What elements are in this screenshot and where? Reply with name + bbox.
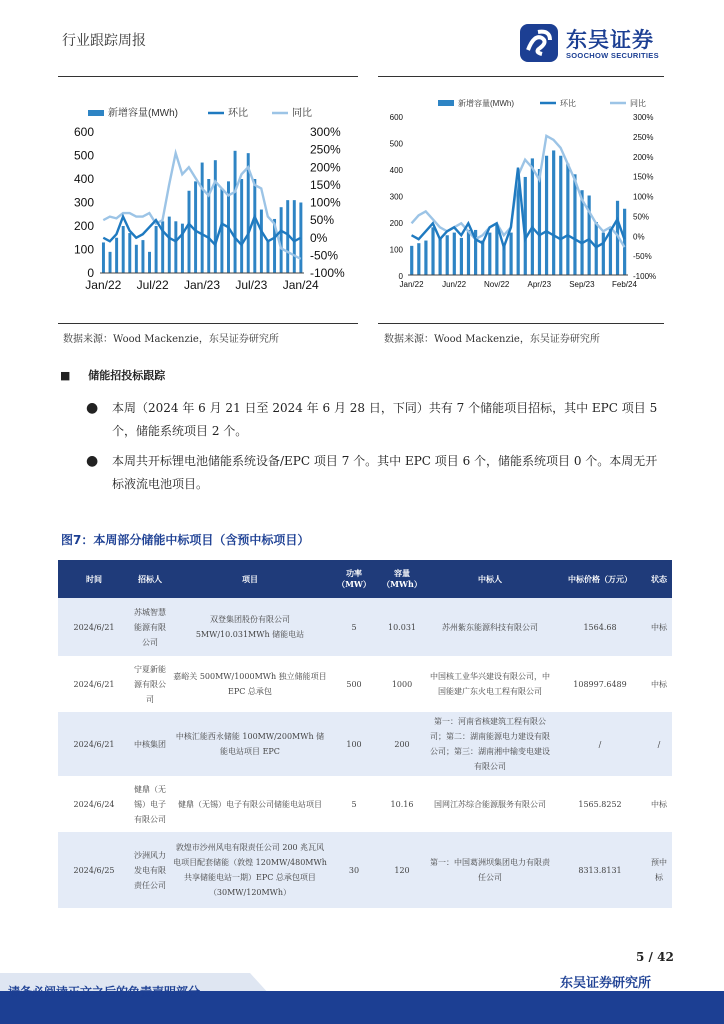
- legend-label: 环比: [228, 108, 248, 119]
- bar: [266, 240, 269, 273]
- bar: [188, 191, 191, 273]
- bullet-dot-2: ●: [86, 453, 99, 469]
- y-left-tick-label: 300: [389, 192, 403, 202]
- table-row: [58, 656, 672, 712]
- bullet-text-2: 本周共开标锂电池储能系统设备/EPC 项目 7 个。其中 EPC 项目 6 个，储能系统项目 0 个。本周无开标液流电池项目。: [112, 454, 658, 491]
- page-number: 5 / 42: [636, 950, 674, 964]
- section-title: 储能招投标跟踪: [88, 369, 166, 382]
- col-header: 中标人: [426, 560, 554, 598]
- y-right-tick-label: -50%: [633, 252, 652, 262]
- cell: 2024/6/24: [58, 776, 130, 832]
- col-header: 项目: [170, 560, 330, 598]
- legend-label: 新增容量(MWh): [108, 108, 178, 119]
- col-header: 容量（MWh）: [378, 560, 426, 598]
- y-left-tick-label: 400: [73, 172, 94, 186]
- y-right-tick-label: 50%: [633, 212, 650, 222]
- table-row: [58, 598, 672, 656]
- y-left-tick-label: 0: [87, 266, 94, 280]
- bullet-dot-1: ●: [86, 400, 99, 416]
- x-tick-label: Jul/22: [136, 278, 169, 292]
- cell: 10.031: [378, 598, 426, 656]
- logo-text-en: SOOCHOW SECURITIES: [566, 51, 659, 60]
- bar: [234, 151, 237, 273]
- y-left-tick-label: 100: [389, 245, 403, 255]
- cell: 健鼎（无锡）电子有限公司: [130, 776, 170, 832]
- bid-table: [58, 560, 672, 908]
- cell: 1000: [378, 656, 426, 712]
- bar: [446, 235, 449, 275]
- y-right-tick-label: 0%: [633, 232, 645, 242]
- table-row: [58, 712, 672, 776]
- cell: 沙洲风力发电有限责任公司: [130, 832, 170, 908]
- bar: [201, 163, 204, 273]
- bar: [214, 160, 217, 273]
- cell: 500: [330, 656, 378, 712]
- cell: 30: [330, 832, 378, 908]
- left-chart: [60, 92, 360, 302]
- y-left-tick-label: 600: [389, 113, 403, 122]
- cell: 5: [330, 598, 378, 656]
- x-tick-label: Feb/24: [611, 280, 637, 289]
- cell: 第一：中国葛洲坝集团电力有限责任公司: [426, 832, 554, 908]
- right-chart-source: 数据来源：Wood Mackenzie，东吴证券研究所: [384, 334, 600, 345]
- bar: [240, 179, 243, 273]
- y-right-tick-label: -100%: [633, 272, 657, 281]
- bar: [148, 252, 151, 273]
- y-left-tick-label: 600: [73, 125, 94, 139]
- bar: [531, 158, 534, 275]
- bar: [410, 246, 413, 275]
- section-heading: [60, 367, 165, 383]
- y-left-tick-label: 200: [389, 219, 403, 228]
- y-right-tick-label: 200%: [310, 160, 341, 175]
- y-left-tick-label: 400: [389, 166, 403, 175]
- bar: [552, 150, 555, 275]
- right-chart: [378, 92, 668, 302]
- left-chart-source: 数据来源：Wood Mackenzie，东吴证券研究所: [63, 334, 279, 345]
- disclaimer-text: 请务必阅读正文之后的免责声明部分: [8, 985, 201, 999]
- bar: [293, 200, 296, 273]
- y-left-tick-label: 200: [73, 219, 94, 233]
- bar: [495, 225, 498, 275]
- cell: 中标: [646, 656, 672, 712]
- company-logo: [520, 24, 680, 64]
- bar: [417, 243, 420, 275]
- legend-swatch-capacity: [88, 110, 104, 116]
- bar: [467, 230, 470, 275]
- section-bullet: ■: [60, 369, 71, 382]
- legend-swatch-capacity: [438, 100, 454, 106]
- y-left-tick-label: 500: [389, 139, 403, 149]
- left-chart-bottom-rule: [58, 323, 358, 324]
- logo-mark-icon: [520, 24, 560, 62]
- cell: 宁夏新能源有限公司: [130, 656, 170, 712]
- figure-title: 图7：本周部分储能中标项目（含预中标项目）: [61, 533, 310, 547]
- right-chart-bottom-rule: [378, 323, 664, 324]
- col-header: 状态: [646, 560, 672, 598]
- y-left-tick-label: 0: [398, 272, 403, 281]
- y-right-tick-label: 250%: [310, 142, 341, 157]
- y-right-tick-label: 300%: [310, 125, 341, 139]
- cell: 中核集团: [130, 712, 170, 776]
- bar: [595, 222, 598, 275]
- cell: 1565.8252: [554, 776, 646, 832]
- bar: [135, 245, 138, 273]
- cell: 5: [330, 776, 378, 832]
- bar: [260, 210, 263, 273]
- y-right-tick-label: -50%: [310, 248, 339, 263]
- y-right-tick-label: 250%: [633, 132, 654, 142]
- bar: [174, 221, 177, 273]
- bar: [253, 179, 256, 273]
- bar: [102, 242, 105, 273]
- y-right-tick-label: -100%: [310, 266, 345, 280]
- bar: [545, 156, 548, 275]
- bar: [141, 240, 144, 273]
- y-right-tick-label: 150%: [633, 172, 654, 182]
- cell: 中国核工业华兴建设有限公司，中国能建广东火电工程有限公司: [426, 656, 554, 712]
- institute-name: 东吴证券研究所: [560, 976, 652, 991]
- col-header: 功率（MW）: [330, 560, 378, 598]
- bar: [460, 238, 463, 275]
- cell: 200: [378, 712, 426, 776]
- bar: [623, 209, 626, 275]
- y-right-tick-label: 100%: [633, 192, 654, 202]
- bar: [128, 233, 131, 273]
- cell: 健鼎（无锡）电子有限公司储能电站项目: [170, 776, 330, 832]
- right-chart-top-rule: [378, 76, 664, 77]
- cell: 中标: [646, 776, 672, 832]
- cell: 120: [378, 832, 426, 908]
- bar: [194, 181, 197, 273]
- logo-text-cn: 东吴证券: [566, 28, 654, 52]
- table-row: [58, 832, 672, 908]
- x-tick-label: Sep/23: [569, 280, 595, 289]
- x-tick-label: Jul/23: [235, 278, 268, 292]
- legend-label: 同比: [630, 99, 646, 108]
- y-right-tick-label: 50%: [310, 213, 335, 228]
- cell: 苏城智慧能源有限公司: [130, 598, 170, 656]
- legend-label: 环比: [560, 99, 576, 108]
- y-right-tick-label: 150%: [310, 177, 341, 192]
- bar: [155, 226, 158, 273]
- cell: 1564.68: [554, 598, 646, 656]
- bullet-text-1: 本周（2024 年 6 月 21 日至 2024 年 6 月 28 日，下同）共有 7 个储能项目招标，其中 EPC 项目 5 个，储能系统项目 2 个。: [112, 401, 658, 438]
- cell: 敦煌市沙州风电有限责任公司 200 兆瓦风电项目配套储能（敦煌 120MW/480MWh 共享储能电站一期）EPC 总承包项目（30MW/120MWh）: [170, 832, 330, 908]
- col-header: 时间: [58, 560, 130, 598]
- table-header-row: [58, 560, 672, 598]
- cell: 2024/6/21: [58, 656, 130, 712]
- bar: [424, 241, 427, 275]
- cell: 国网江苏综合能源服务有限公司: [426, 776, 554, 832]
- report-type: 行业跟踪周报: [62, 33, 146, 49]
- cell: 双登集团股份有限公司 5MW/10.031MWh 储能电站: [170, 598, 330, 656]
- bar: [115, 238, 118, 273]
- cell: 中标: [646, 598, 672, 656]
- cell: /: [554, 712, 646, 776]
- cell: 预中标: [646, 832, 672, 908]
- cell: 100: [330, 712, 378, 776]
- cell: 中核汇能西永储能 100MW/200MWh 储能电站项目 EPC: [170, 712, 330, 776]
- left-chart-top-rule: [58, 76, 358, 77]
- bar: [431, 227, 434, 275]
- x-tick-label: Jan/22: [399, 280, 424, 289]
- bar: [439, 238, 442, 275]
- y-right-tick-label: 0%: [310, 230, 328, 245]
- x-tick-label: Jan/23: [183, 278, 221, 292]
- bar: [559, 156, 562, 275]
- bar: [280, 207, 283, 273]
- cell: /: [646, 712, 672, 776]
- y-right-tick-label: 300%: [633, 113, 654, 122]
- cell: 苏州紫东能源科技有限公司: [426, 598, 554, 656]
- table-row: [58, 776, 672, 832]
- bar: [509, 233, 512, 275]
- bar: [566, 164, 569, 275]
- legend-label: 同比: [292, 108, 312, 119]
- cell: 2024/6/25: [58, 832, 130, 908]
- legend-label: 新增容量(MWh): [458, 99, 514, 108]
- bar: [573, 174, 576, 275]
- cell: 2024/6/21: [58, 598, 130, 656]
- x-tick-label: Jan/22: [85, 278, 122, 292]
- bar: [220, 188, 223, 273]
- bar: [109, 252, 112, 273]
- cell: 第一：河南省核建筑工程有限公司；第二：湖南能源电力建设有限公司；第三：湖南湘中输变电建设有限公司: [426, 712, 554, 776]
- y-left-tick-label: 100: [73, 242, 94, 257]
- y-left-tick-label: 500: [73, 148, 94, 163]
- bar: [168, 217, 171, 273]
- cell: 10.16: [378, 776, 426, 832]
- y-left-tick-label: 300: [73, 195, 94, 210]
- bar: [481, 241, 484, 275]
- cell: 2024/6/21: [58, 712, 130, 776]
- cell: 108997.6489: [554, 656, 646, 712]
- col-header: 中标价格（万元）: [554, 560, 646, 598]
- x-tick-label: Jan/24: [282, 278, 319, 292]
- cell: 8313.8131: [554, 832, 646, 908]
- bar: [122, 226, 125, 273]
- x-tick-label: Nov/22: [484, 280, 510, 289]
- bar: [588, 196, 591, 276]
- col-header: 招标人: [130, 560, 170, 598]
- y-right-tick-label: 100%: [310, 195, 341, 210]
- bar: [453, 233, 456, 275]
- cell: 嘉峪关 500MW/1000MWh 独立储能项目 EPC 总承包: [170, 656, 330, 712]
- y-right-tick-label: 200%: [633, 152, 654, 162]
- x-tick-label: Jun/22: [442, 280, 467, 289]
- bar: [538, 169, 541, 275]
- bar: [488, 233, 491, 275]
- x-tick-label: Apr/23: [527, 280, 552, 289]
